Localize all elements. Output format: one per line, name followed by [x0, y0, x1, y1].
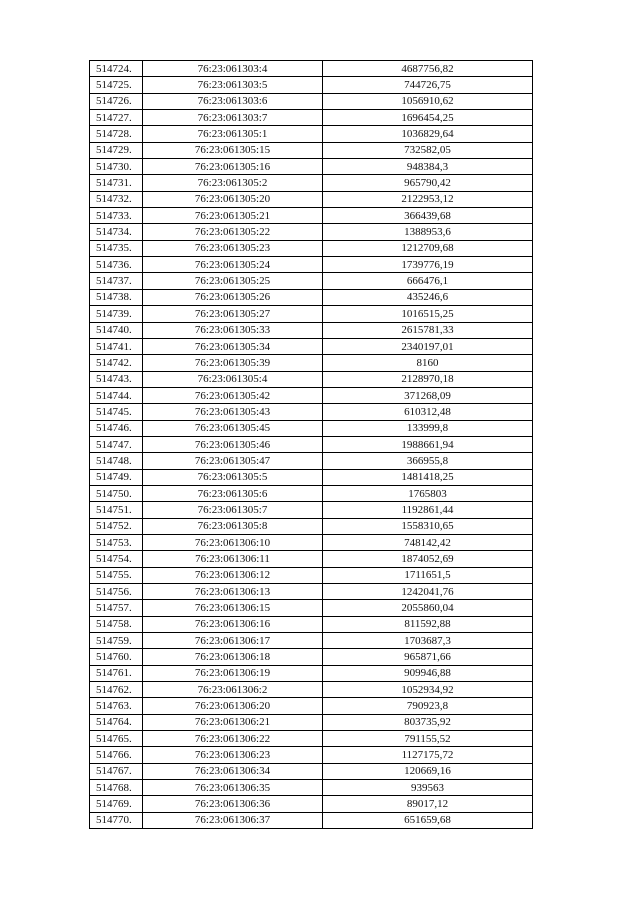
table-row: [90, 159, 533, 175]
row-number-cell: 514765.: [90, 731, 143, 747]
cadastral-value-cell: 1739776,19: [323, 257, 533, 273]
table-row: [90, 126, 533, 142]
row-number-cell: 514729.: [90, 142, 143, 158]
cadastral-number-cell: 76:23:061306:37: [143, 812, 323, 828]
cadastral-number-cell: 76:23:061306:15: [143, 600, 323, 616]
table-row: [90, 812, 533, 828]
cadastral-number-cell: 76:23:061305:21: [143, 208, 323, 224]
cadastral-number-cell: 76:23:061305:6: [143, 485, 323, 501]
table-row: [90, 714, 533, 730]
cadastral-number-cell: 76:23:061305:8: [143, 518, 323, 534]
cadastral-number-cell: 76:23:061306:19: [143, 665, 323, 681]
table-row: [90, 649, 533, 665]
row-number-cell: 514731.: [90, 175, 143, 191]
cadastral-number-cell: 76:23:061305:42: [143, 387, 323, 403]
row-number-cell: 514735.: [90, 240, 143, 256]
table-row: [90, 534, 533, 550]
cadastral-value-cell: 1388953,6: [323, 224, 533, 240]
row-number-cell: 514763.: [90, 698, 143, 714]
table-row: [90, 436, 533, 452]
table-row: [90, 175, 533, 191]
row-number-cell: 514756.: [90, 584, 143, 600]
cadastral-number-cell: 76:23:061305:25: [143, 273, 323, 289]
cadastral-value-cell: 1127175,72: [323, 747, 533, 763]
table-row: [90, 796, 533, 812]
cadastral-value-cell: 2128970,18: [323, 371, 533, 387]
cadastral-value-cell: 651659,68: [323, 812, 533, 828]
table-row: [90, 453, 533, 469]
cadastral-number-cell: 76:23:061306:35: [143, 780, 323, 796]
cadastral-number-cell: 76:23:061306:36: [143, 796, 323, 812]
table-row: [90, 273, 533, 289]
cadastral-value-cell: 133999,8: [323, 420, 533, 436]
cadastral-number-cell: 76:23:061303:7: [143, 110, 323, 126]
cadastral-number-cell: 76:23:061305:34: [143, 338, 323, 354]
cadastral-number-cell: 76:23:061305:1: [143, 126, 323, 142]
table-row: [90, 257, 533, 273]
table-row: [90, 289, 533, 305]
cadastral-number-cell: 76:23:061305:33: [143, 322, 323, 338]
table-row: [90, 371, 533, 387]
row-number-cell: 514737.: [90, 273, 143, 289]
cadastral-number-cell: 76:23:061305:16: [143, 159, 323, 175]
row-number-cell: 514747.: [90, 436, 143, 452]
cadastral-value-cell: 2340197,01: [323, 338, 533, 354]
row-number-cell: 514755.: [90, 567, 143, 583]
cadastral-number-cell: 76:23:061305:5: [143, 469, 323, 485]
cadastral-number-cell: 76:23:061305:4: [143, 371, 323, 387]
row-number-cell: 514748.: [90, 453, 143, 469]
cadastral-number-cell: 76:23:061305:46: [143, 436, 323, 452]
table-row: [90, 763, 533, 779]
row-number-cell: 514739.: [90, 306, 143, 322]
cadastral-value-cell: 366439,68: [323, 208, 533, 224]
cadastral-number-cell: 76:23:061306:23: [143, 747, 323, 763]
row-number-cell: 514757.: [90, 600, 143, 616]
row-number-cell: 514727.: [90, 110, 143, 126]
row-number-cell: 514746.: [90, 420, 143, 436]
cadastral-value-cell: 1052934,92: [323, 682, 533, 698]
row-number-cell: 514753.: [90, 534, 143, 550]
row-number-cell: 514732.: [90, 191, 143, 207]
cadastral-value-cell: 1696454,25: [323, 110, 533, 126]
table-row: [90, 731, 533, 747]
cadastral-value-cell: 744726,75: [323, 77, 533, 93]
cadastral-value-cell: 965871,66: [323, 649, 533, 665]
table-row: [90, 633, 533, 649]
table-row: [90, 616, 533, 632]
cadastral-value-table: [89, 60, 533, 829]
cadastral-value-cell: 732582,05: [323, 142, 533, 158]
table-row: [90, 747, 533, 763]
row-number-cell: 514730.: [90, 159, 143, 175]
cadastral-value-cell: 2122953,12: [323, 191, 533, 207]
row-number-cell: 514726.: [90, 93, 143, 109]
cadastral-value-cell: 1212709,68: [323, 240, 533, 256]
cadastral-number-cell: 76:23:061305:20: [143, 191, 323, 207]
cadastral-value-cell: 1765803: [323, 485, 533, 501]
cadastral-value-cell: 610312,48: [323, 404, 533, 420]
cadastral-number-cell: 76:23:061305:7: [143, 502, 323, 518]
row-number-cell: 514767.: [90, 763, 143, 779]
cadastral-value-cell: 909946,88: [323, 665, 533, 681]
cadastral-number-cell: 76:23:061306:22: [143, 731, 323, 747]
cadastral-value-cell: 4687756,82: [323, 61, 533, 77]
cadastral-number-cell: 76:23:061306:34: [143, 763, 323, 779]
cadastral-value-cell: 1242041,76: [323, 584, 533, 600]
row-number-cell: 514733.: [90, 208, 143, 224]
cadastral-number-cell: 76:23:061306:2: [143, 682, 323, 698]
cadastral-number-cell: 76:23:061303:4: [143, 61, 323, 77]
table-row: [90, 485, 533, 501]
table-row: [90, 518, 533, 534]
cadastral-number-cell: 76:23:061305:15: [143, 142, 323, 158]
cadastral-value-cell: 939563: [323, 780, 533, 796]
row-number-cell: 514758.: [90, 616, 143, 632]
cadastral-number-cell: 76:23:061305:23: [143, 240, 323, 256]
table-row: [90, 682, 533, 698]
cadastral-value-cell: 2055860,04: [323, 600, 533, 616]
cadastral-number-cell: 76:23:061306:11: [143, 551, 323, 567]
table-row: [90, 780, 533, 796]
table-row: [90, 420, 533, 436]
cadastral-number-cell: 76:23:061305:27: [143, 306, 323, 322]
row-number-cell: 514750.: [90, 485, 143, 501]
cadastral-value-cell: 8160: [323, 355, 533, 371]
table-row: [90, 208, 533, 224]
cadastral-value-cell: 1874052,69: [323, 551, 533, 567]
row-number-cell: 514736.: [90, 257, 143, 273]
cadastral-value-cell: 435246,6: [323, 289, 533, 305]
table-row: [90, 142, 533, 158]
table-row: [90, 551, 533, 567]
cadastral-value-cell: 1703687,3: [323, 633, 533, 649]
cadastral-value-cell: 1016515,25: [323, 306, 533, 322]
row-number-cell: 514769.: [90, 796, 143, 812]
cadastral-value-cell: 965790,42: [323, 175, 533, 191]
row-number-cell: 514734.: [90, 224, 143, 240]
cadastral-number-cell: 76:23:061306:18: [143, 649, 323, 665]
row-number-cell: 514760.: [90, 649, 143, 665]
row-number-cell: 514754.: [90, 551, 143, 567]
cadastral-number-cell: 76:23:061306:10: [143, 534, 323, 550]
table-row: [90, 240, 533, 256]
cadastral-value-cell: 1711651,5: [323, 567, 533, 583]
cadastral-value-cell: 2615781,33: [323, 322, 533, 338]
cadastral-number-cell: 76:23:061306:13: [143, 584, 323, 600]
cadastral-value-cell: 1036829,64: [323, 126, 533, 142]
cadastral-number-cell: 76:23:061305:24: [143, 257, 323, 273]
table-row: [90, 600, 533, 616]
table-row: [90, 306, 533, 322]
table-row: [90, 191, 533, 207]
cadastral-value-cell: 89017,12: [323, 796, 533, 812]
cadastral-number-cell: 76:23:061306:20: [143, 698, 323, 714]
cadastral-value-cell: 811592,88: [323, 616, 533, 632]
table-row: [90, 665, 533, 681]
table-row: [90, 61, 533, 77]
cadastral-number-cell: 76:23:061305:39: [143, 355, 323, 371]
cadastral-value-cell: 1192861,44: [323, 502, 533, 518]
table-body: [90, 61, 533, 829]
cadastral-value-cell: 371268,09: [323, 387, 533, 403]
row-number-cell: 514761.: [90, 665, 143, 681]
table-row: [90, 338, 533, 354]
cadastral-value-cell: 803735,92: [323, 714, 533, 730]
cadastral-number-cell: 76:23:061305:47: [143, 453, 323, 469]
row-number-cell: 514770.: [90, 812, 143, 828]
row-number-cell: 514762.: [90, 682, 143, 698]
row-number-cell: 514768.: [90, 780, 143, 796]
cadastral-number-cell: 76:23:061305:43: [143, 404, 323, 420]
row-number-cell: 514741.: [90, 338, 143, 354]
cadastral-number-cell: 76:23:061303:6: [143, 93, 323, 109]
table-row: [90, 387, 533, 403]
cadastral-number-cell: 76:23:061305:26: [143, 289, 323, 305]
cadastral-value-cell: 120669,16: [323, 763, 533, 779]
table-row: [90, 469, 533, 485]
cadastral-value-cell: 666476,1: [323, 273, 533, 289]
table-row: [90, 110, 533, 126]
cadastral-value-cell: 790923,8: [323, 698, 533, 714]
row-number-cell: 514738.: [90, 289, 143, 305]
cadastral-number-cell: 76:23:061305:22: [143, 224, 323, 240]
row-number-cell: 514725.: [90, 77, 143, 93]
cadastral-value-cell: 1558310,65: [323, 518, 533, 534]
row-number-cell: 514744.: [90, 387, 143, 403]
table-row: [90, 77, 533, 93]
cadastral-number-cell: 76:23:061306:21: [143, 714, 323, 730]
table-row: [90, 584, 533, 600]
cadastral-number-cell: 76:23:061305:45: [143, 420, 323, 436]
cadastral-value-cell: 1481418,25: [323, 469, 533, 485]
row-number-cell: 514743.: [90, 371, 143, 387]
table-row: [90, 698, 533, 714]
table-row: [90, 322, 533, 338]
row-number-cell: 514724.: [90, 61, 143, 77]
row-number-cell: 514740.: [90, 322, 143, 338]
row-number-cell: 514759.: [90, 633, 143, 649]
table-row: [90, 502, 533, 518]
table-row: [90, 224, 533, 240]
cadastral-number-cell: 76:23:061306:16: [143, 616, 323, 632]
table-row: [90, 567, 533, 583]
row-number-cell: 514749.: [90, 469, 143, 485]
row-number-cell: 514742.: [90, 355, 143, 371]
table-row: [90, 355, 533, 371]
cadastral-value-cell: 1988661,94: [323, 436, 533, 452]
cadastral-number-cell: 76:23:061306:17: [143, 633, 323, 649]
cadastral-value-cell: 948384,3: [323, 159, 533, 175]
cadastral-value-cell: 366955,8: [323, 453, 533, 469]
cadastral-number-cell: 76:23:061305:2: [143, 175, 323, 191]
cadastral-value-cell: 1056910,62: [323, 93, 533, 109]
row-number-cell: 514728.: [90, 126, 143, 142]
row-number-cell: 514745.: [90, 404, 143, 420]
table-row: [90, 404, 533, 420]
row-number-cell: 514766.: [90, 747, 143, 763]
cadastral-number-cell: 76:23:061306:12: [143, 567, 323, 583]
cadastral-value-cell: 791155,52: [323, 731, 533, 747]
row-number-cell: 514751.: [90, 502, 143, 518]
row-number-cell: 514752.: [90, 518, 143, 534]
cadastral-number-cell: 76:23:061303:5: [143, 77, 323, 93]
table-row: [90, 93, 533, 109]
cadastral-value-cell: 748142,42: [323, 534, 533, 550]
row-number-cell: 514764.: [90, 714, 143, 730]
